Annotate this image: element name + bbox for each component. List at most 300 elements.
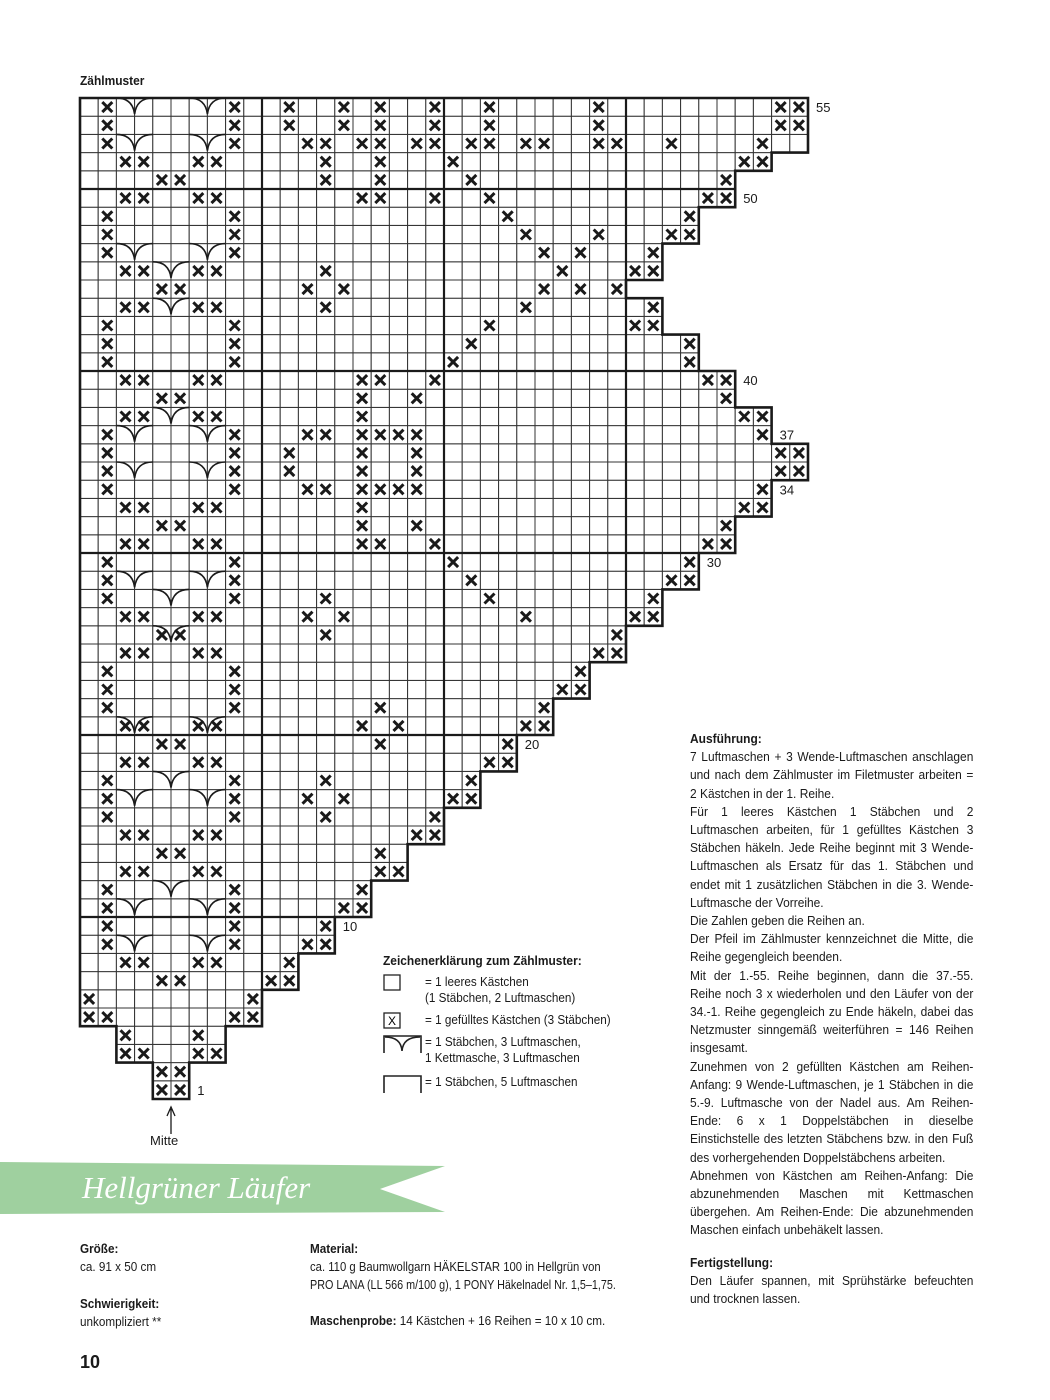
chart-cell (571, 589, 589, 607)
chart-cell (499, 244, 517, 262)
chart-cell (535, 462, 553, 480)
chart-cell (462, 662, 480, 680)
chart-cell (389, 626, 407, 644)
chart-cell (571, 335, 589, 353)
chart-cell (590, 371, 608, 389)
chart-cell (371, 662, 389, 680)
chart-cell (280, 244, 298, 262)
chart-cell (644, 571, 662, 589)
chart-cell (426, 717, 444, 735)
chart-cell (244, 808, 262, 826)
chart-cell (80, 844, 98, 862)
chart-cell (535, 389, 553, 407)
chart-cell (662, 189, 680, 207)
chart-cell (535, 316, 553, 334)
chart-cell (116, 844, 134, 862)
chart-cell (317, 680, 335, 698)
chart-cell (535, 407, 553, 425)
chart-cell (280, 680, 298, 698)
chart-cell (626, 335, 644, 353)
chart-cell (444, 680, 462, 698)
chart-cell (480, 571, 498, 589)
chart-cell (426, 771, 444, 789)
chart-cell (226, 844, 244, 862)
chart-cell (226, 407, 244, 425)
chart-cell (644, 116, 662, 134)
chart-cell (153, 571, 171, 589)
chart-cell (171, 1008, 189, 1026)
chart-cell (298, 371, 316, 389)
chart-cell (444, 571, 462, 589)
chart-cell (371, 335, 389, 353)
chart-cell (608, 444, 626, 462)
chart-cell (153, 480, 171, 498)
chart-cell (389, 353, 407, 371)
chart-cell (353, 335, 371, 353)
chart-cell (98, 535, 116, 553)
chart-cell (135, 844, 153, 862)
chart-cell (153, 608, 171, 626)
chart-cell (571, 426, 589, 444)
chart-cell (189, 735, 207, 753)
chart-cell (298, 116, 316, 134)
chart-cell (553, 626, 571, 644)
chart-cell (408, 735, 426, 753)
chart-cell (335, 771, 353, 789)
chart-cell (116, 808, 134, 826)
chart-cell (171, 917, 189, 935)
chart-cell (462, 280, 480, 298)
chart-cell (207, 1026, 225, 1044)
chart-cell (262, 717, 280, 735)
gauge-value: 14 Kästchen + 16 Reihen = 10 x 10 cm. (396, 1313, 606, 1328)
chart-cell (608, 207, 626, 225)
chart-cell (262, 608, 280, 626)
chart-cell (535, 662, 553, 680)
chart-cell (553, 662, 571, 680)
chart-cell (499, 626, 517, 644)
chart-cell (153, 335, 171, 353)
chart-cell (426, 790, 444, 808)
chart-cell (280, 626, 298, 644)
chart-cell (335, 407, 353, 425)
chart-cell (426, 626, 444, 644)
chart-cell (298, 680, 316, 698)
chart-cell (699, 498, 717, 516)
chart-cell (389, 771, 407, 789)
chart-cell (499, 316, 517, 334)
chart-cell (153, 153, 171, 171)
chart-cell (644, 153, 662, 171)
chart-cell (444, 480, 462, 498)
chart-cell (553, 389, 571, 407)
chart-cell (553, 280, 571, 298)
chart-cell (262, 498, 280, 516)
chart-cell (335, 444, 353, 462)
chart-cell (171, 225, 189, 243)
chart-cell (207, 171, 225, 189)
chart-cell (517, 699, 535, 717)
chart-cell (480, 280, 498, 298)
chart-cell (298, 717, 316, 735)
chart-cell (717, 498, 735, 516)
center-label: Mitte (150, 1133, 179, 1148)
chart-cell (244, 917, 262, 935)
chart-cell (535, 207, 553, 225)
chart-cell (426, 335, 444, 353)
chart-cell (480, 171, 498, 189)
chart-cell (408, 662, 426, 680)
chart-cell (280, 735, 298, 753)
chart-cell (244, 753, 262, 771)
chart-cell (462, 644, 480, 662)
chart-cell (408, 644, 426, 662)
chart-cell (80, 553, 98, 571)
chart-cell (717, 444, 735, 462)
chart-cell (681, 444, 699, 462)
chart-cell (135, 735, 153, 753)
chart-cell (571, 353, 589, 371)
size-value: ca. 91 x 50 cm (80, 1259, 157, 1274)
chart-cell (116, 699, 134, 717)
chart-cell (371, 790, 389, 808)
chart-cell (480, 644, 498, 662)
chart-cell (171, 462, 189, 480)
chart-cell (608, 571, 626, 589)
material-line2: PRO LANA (LL 566 m/100 g), 1 PONY Häkelnadel Nr. 1,5–1,75. (310, 1277, 616, 1292)
chart-cell (226, 262, 244, 280)
chart-cell (244, 662, 262, 680)
chart-cell (389, 407, 407, 425)
chart-cell (135, 680, 153, 698)
chart-cell (371, 498, 389, 516)
chart-cell (335, 881, 353, 899)
chart-cell (608, 244, 626, 262)
chart-cell (426, 316, 444, 334)
chart-cell (116, 207, 134, 225)
chart-cell (717, 134, 735, 152)
chart-cell (317, 862, 335, 880)
chart-cell (408, 717, 426, 735)
chart-cell (280, 753, 298, 771)
chart-cell (389, 553, 407, 571)
finishing-label: Fertigstellung: (690, 1254, 774, 1270)
chart-cell (189, 1008, 207, 1026)
chart-cell (553, 498, 571, 516)
chart-cell (444, 244, 462, 262)
chart-cell (262, 589, 280, 607)
chart-cell (353, 626, 371, 644)
chart-cell (444, 225, 462, 243)
chart-cell (553, 153, 571, 171)
chart-cell (298, 98, 316, 116)
chart-cell (244, 153, 262, 171)
chart-cell (717, 153, 735, 171)
chart-cell (371, 808, 389, 826)
chart-cell (480, 517, 498, 535)
chart-cell (353, 553, 371, 571)
chart-cell (98, 626, 116, 644)
chart-cell (80, 826, 98, 844)
chart-cell (389, 171, 407, 189)
chart-cell (389, 644, 407, 662)
filled-box-icon (383, 1012, 403, 1030)
chart-cell (426, 735, 444, 753)
chart-cell (408, 262, 426, 280)
chart-cell (535, 571, 553, 589)
chart-cell (426, 298, 444, 316)
chart-cell (371, 680, 389, 698)
chart-cell (171, 116, 189, 134)
chart-cell (699, 407, 717, 425)
chart-cell (590, 335, 608, 353)
chart-cell (662, 444, 680, 462)
chart-cell (644, 389, 662, 407)
chart-cell (553, 407, 571, 425)
chart-cell (480, 662, 498, 680)
chart-cell (480, 353, 498, 371)
chart-cell (335, 153, 353, 171)
chart-cell (171, 808, 189, 826)
chart-cell (226, 153, 244, 171)
chart-cell (681, 462, 699, 480)
chart-cell (298, 462, 316, 480)
chart-cell (80, 298, 98, 316)
difficulty-label: Schwierigkeit: (80, 1296, 160, 1311)
chart-cell (280, 717, 298, 735)
difficulty-value: unkompliziert ** (80, 1314, 162, 1329)
chart-cell (262, 189, 280, 207)
chart-cell (244, 881, 262, 899)
chart-cell (571, 480, 589, 498)
chart-cell (499, 389, 517, 407)
chart-cell (280, 316, 298, 334)
chart-cell (98, 371, 116, 389)
chart-cell (553, 353, 571, 371)
chart-cell (590, 189, 608, 207)
chart-cell (80, 935, 98, 953)
chart-cell (389, 280, 407, 298)
chart-cell (353, 116, 371, 134)
chart-cell (389, 699, 407, 717)
chart-cell (608, 298, 626, 316)
chart-cell (244, 371, 262, 389)
chart-cell (135, 626, 153, 644)
chart-cell (353, 225, 371, 243)
chart-cell (226, 535, 244, 553)
chart-cell (590, 353, 608, 371)
chart-cell (535, 535, 553, 553)
chart-cell (571, 153, 589, 171)
chart-cell (135, 990, 153, 1008)
chart-cell (662, 171, 680, 189)
material-line1: ca. 110 g Baumwollgarn HÄKELSTAR 100 in Hellgrün von (310, 1259, 601, 1274)
chart-cell (389, 225, 407, 243)
chart-cell (717, 98, 735, 116)
chart-cell (207, 699, 225, 717)
chart-cell (389, 735, 407, 753)
chart-cell (226, 389, 244, 407)
chart-cell (244, 571, 262, 589)
chart-cell (517, 480, 535, 498)
chart-cell (226, 644, 244, 662)
chart-cell (244, 280, 262, 298)
chart-cell (317, 571, 335, 589)
chart-cell (626, 134, 644, 152)
chart-cell (80, 98, 98, 116)
chart-cell (444, 462, 462, 480)
chart-cell (426, 225, 444, 243)
chart-cell (499, 535, 517, 553)
chart-cell (98, 644, 116, 662)
chart-cell (353, 207, 371, 225)
chart-cell (153, 207, 171, 225)
chart-cell (553, 480, 571, 498)
chart-cell (317, 826, 335, 844)
chart-cell (298, 844, 316, 862)
chart-cell (207, 771, 225, 789)
chart-cell (371, 298, 389, 316)
chart-cell (226, 953, 244, 971)
chart-cell (116, 990, 134, 1008)
chart-cell (535, 626, 553, 644)
chart-cell (262, 808, 280, 826)
row-label: 55 (816, 100, 831, 116)
chart-cell (444, 699, 462, 717)
chart-cell (371, 407, 389, 425)
chart-cell (644, 498, 662, 516)
chart-cell (444, 171, 462, 189)
chart-cell (135, 808, 153, 826)
chart-cell (444, 535, 462, 553)
instructions (690, 730, 973, 1308)
chart-cell (80, 680, 98, 698)
chart-cell (444, 517, 462, 535)
chart-cell (153, 1044, 171, 1062)
chart-cell (626, 298, 644, 316)
chart-cell (116, 881, 134, 899)
chart-cell (244, 244, 262, 262)
chart-cell (298, 207, 316, 225)
chart-cell (171, 244, 189, 262)
chart-cell (298, 353, 316, 371)
chart-cell (408, 207, 426, 225)
chart-cell (553, 517, 571, 535)
chart-cell (280, 517, 298, 535)
chart-cell (426, 444, 444, 462)
chart-cell (480, 717, 498, 735)
chart-cell (517, 644, 535, 662)
chart-cell (153, 535, 171, 553)
chart-cell (244, 608, 262, 626)
chart-cell (517, 462, 535, 480)
chart-cell (262, 134, 280, 152)
chart-cell (553, 189, 571, 207)
chart-cell (681, 407, 699, 425)
chart-cell (171, 189, 189, 207)
chart-cell (298, 153, 316, 171)
chart-cell (298, 571, 316, 589)
chart-cell (171, 662, 189, 680)
chart-cell (171, 553, 189, 571)
chart-cell (98, 498, 116, 516)
chart-cell (317, 699, 335, 717)
chart-cell (135, 225, 153, 243)
chart-cell (371, 517, 389, 535)
chart-cell (499, 225, 517, 243)
chart-cell (553, 225, 571, 243)
chart-cell (681, 426, 699, 444)
chart-cell (335, 535, 353, 553)
chart-cell (389, 153, 407, 171)
chart-cell (244, 335, 262, 353)
chart-cell (135, 1008, 153, 1026)
chart-cell (80, 389, 98, 407)
chart-cell (135, 589, 153, 607)
chart-cell (280, 862, 298, 880)
gauge-label: Maschenprobe: (310, 1313, 397, 1328)
chart-cell (517, 626, 535, 644)
chart-cell (389, 371, 407, 389)
chart-cell (408, 244, 426, 262)
chart-cell (499, 353, 517, 371)
chart-cell (298, 771, 316, 789)
chart-cell (280, 935, 298, 953)
chart-cell (262, 862, 280, 880)
chart-cell (626, 589, 644, 607)
chart-cell (353, 353, 371, 371)
chart-cell (608, 316, 626, 334)
chart-cell (135, 280, 153, 298)
chart-cell (753, 116, 771, 134)
chart-cell (389, 662, 407, 680)
chart-cell (408, 553, 426, 571)
chart-cell (335, 662, 353, 680)
chart-cell (681, 134, 699, 152)
chart-cell (226, 717, 244, 735)
chart-cell (189, 517, 207, 535)
chart-cell (535, 98, 553, 116)
chart-cell (444, 298, 462, 316)
chart-cell (462, 626, 480, 644)
chart-cell (226, 171, 244, 189)
chart-cell (408, 189, 426, 207)
chart-cell (207, 553, 225, 571)
chart-cell (171, 480, 189, 498)
chart-cell (480, 626, 498, 644)
chart-cell (426, 589, 444, 607)
finishing-text: Den Läufer spannen, mit Sprühstärke befeuchten und trocknen lassen. (690, 1272, 974, 1307)
chart-cell (408, 626, 426, 644)
chart-cell (98, 407, 116, 425)
chart-cell (426, 680, 444, 698)
chart-cell (626, 98, 644, 116)
chart-cell (80, 917, 98, 935)
chart-cell (553, 608, 571, 626)
chart-cell (98, 280, 116, 298)
chart-cell (262, 935, 280, 953)
chart-cell (135, 771, 153, 789)
chart-cell (80, 171, 98, 189)
chart-cell (499, 571, 517, 589)
chart-cell (80, 644, 98, 662)
chart-cell (262, 407, 280, 425)
chart-cell (462, 753, 480, 771)
chart-cell (226, 280, 244, 298)
chart-cell (280, 899, 298, 917)
chart-cell (153, 244, 171, 262)
chart-cell (462, 207, 480, 225)
